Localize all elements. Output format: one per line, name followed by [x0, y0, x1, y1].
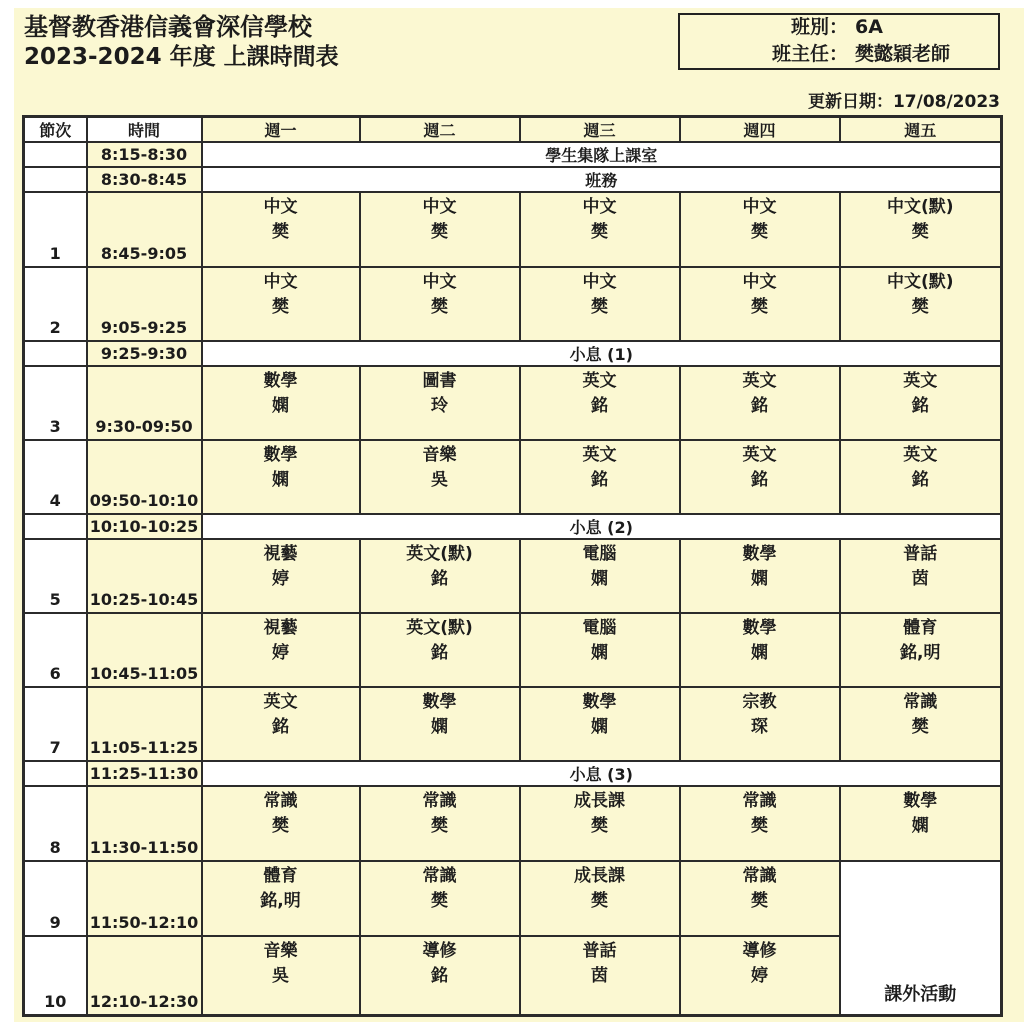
subject-text: 英文	[742, 445, 777, 465]
teacher-text: 嫻	[591, 717, 608, 737]
lesson-cell	[520, 267, 680, 341]
lesson-cell	[360, 267, 520, 341]
subject-text: 英文	[903, 371, 938, 391]
subject-text: 常識	[742, 791, 777, 811]
lesson-cell	[840, 539, 1002, 613]
period-number: 4	[24, 440, 87, 514]
period-row-3	[24, 366, 1002, 440]
lesson-cell	[680, 861, 840, 936]
teacher-text: 樊	[431, 891, 448, 911]
time-slot: 9:05-9:25	[87, 267, 202, 341]
subject-text: 常識	[422, 866, 457, 886]
teacher-text: 樊	[751, 222, 768, 242]
subject-text: 中文	[263, 197, 298, 217]
doc-subtitle: 2023-2024 年度 上課時間表	[24, 44, 339, 71]
subject-text: 中文	[582, 197, 617, 217]
teacher-text: 樊	[751, 297, 768, 317]
subject-text: 英文	[582, 371, 617, 391]
subject-text: 視藝	[263, 544, 298, 564]
subject-text: 數學	[263, 445, 298, 465]
subject-text: 視藝	[263, 618, 298, 638]
subject-text: 導修	[742, 941, 777, 961]
lesson-cell	[840, 786, 1002, 861]
class-info-box	[678, 13, 1000, 70]
lesson-cell	[360, 786, 520, 861]
column-header-5: 週四	[680, 117, 840, 143]
period-number: 8	[24, 786, 87, 861]
teacher-text: 樊	[751, 816, 768, 836]
class-teacher-label: 班主任：	[771, 43, 848, 65]
teacher-text: 銘	[751, 470, 768, 490]
subject-text: 體育	[903, 618, 938, 638]
lesson-cell	[360, 687, 520, 761]
teacher-text: 樊	[591, 891, 608, 911]
lesson-cell	[360, 366, 520, 440]
subject-text: 英文	[263, 692, 298, 712]
teacher-text: 銘	[911, 396, 929, 416]
teacher-text: 樊	[911, 297, 929, 317]
teacher-text: 銘,明	[260, 891, 301, 911]
teacher-text: 銘	[431, 643, 448, 663]
subject-text: 常識	[422, 791, 457, 811]
teacher-text: 婷	[272, 643, 289, 663]
time-slot: 11:05-11:25	[87, 687, 202, 761]
activity-cell: 小息 (3)	[202, 761, 1002, 786]
period-number: 3	[24, 366, 87, 440]
subject-text: 數學	[422, 692, 457, 712]
updated-date: 更新日期：17/08/2023	[807, 92, 1000, 112]
subject-text: 數學	[903, 791, 938, 811]
lesson-cell	[520, 861, 680, 936]
class-value: 6A	[855, 16, 883, 39]
period-row-4	[24, 440, 1002, 514]
lesson-cell	[680, 539, 840, 613]
time-slot: 11:30-11:50	[87, 786, 202, 861]
teacher-text: 嫻	[591, 569, 608, 589]
activity-cell: 小息 (2)	[202, 514, 1002, 539]
period-row-2	[24, 267, 1002, 341]
teacher-text: 嫻	[272, 470, 289, 490]
period-number: 7	[24, 687, 87, 761]
subject-text: 數學	[263, 371, 298, 391]
period-number	[24, 514, 87, 539]
period-row-6	[24, 613, 1002, 687]
lesson-cell	[360, 192, 520, 267]
teacher-text: 樊	[431, 297, 448, 317]
period-row-5	[24, 539, 1002, 613]
teacher-text: 茵	[911, 569, 929, 589]
activity-row	[24, 341, 1002, 366]
teacher-text: 婷	[751, 966, 768, 986]
lesson-cell	[680, 936, 840, 1015]
subject-text: 音樂	[263, 941, 298, 961]
time-slot: 11:25-11:30	[87, 761, 202, 786]
subject-text: 常識	[742, 866, 777, 886]
lesson-cell	[202, 539, 360, 613]
teacher-text: 銘	[751, 396, 768, 416]
lesson-cell	[680, 267, 840, 341]
teacher-text: 銘	[591, 396, 608, 416]
column-header-2: 週一	[202, 117, 360, 143]
subject-text: 中文	[582, 272, 617, 292]
subject-text: 電腦	[582, 544, 617, 564]
teacher-text: 樊	[272, 816, 289, 836]
activity-row	[24, 761, 1002, 786]
lesson-cell	[840, 613, 1002, 687]
lesson-cell	[680, 786, 840, 861]
time-slot: 10:10-10:25	[87, 514, 202, 539]
lesson-cell	[520, 366, 680, 440]
subject-text: 中文(默)	[886, 272, 954, 292]
period-number: 2	[24, 267, 87, 341]
teacher-text: 樊	[272, 297, 289, 317]
activity-cell: 小息 (1)	[202, 341, 1002, 366]
time-slot: 12:10-12:30	[87, 936, 202, 1015]
subject-text: 圖書	[422, 371, 457, 391]
activity-row	[24, 514, 1002, 539]
period-number: 6	[24, 613, 87, 687]
subject-text: 英文	[742, 371, 777, 391]
subject-text: 普話	[903, 544, 938, 564]
class-label: 班別：	[790, 16, 848, 39]
teacher-text: 嫻	[272, 396, 289, 416]
teacher-text: 樊	[591, 816, 608, 836]
timetable	[22, 115, 1003, 1017]
teacher-text: 琛	[751, 717, 768, 737]
teacher-text: 樊	[272, 222, 289, 242]
subject-text: 普話	[582, 941, 617, 961]
teacher-text: 吳	[272, 966, 289, 986]
period-row-1	[24, 192, 1002, 267]
period-number	[24, 761, 87, 786]
period-number: 10	[24, 936, 87, 1015]
class-teacher-value: 樊懿穎老師	[855, 43, 951, 65]
subject-text: 數學	[582, 692, 617, 712]
header-row	[24, 117, 1002, 143]
period-row-7	[24, 687, 1002, 761]
teacher-text: 銘	[431, 966, 448, 986]
teacher-text: 嫻	[591, 643, 608, 663]
subject-text: 中文(默)	[886, 197, 954, 217]
lesson-cell	[680, 192, 840, 267]
lesson-cell	[360, 936, 520, 1015]
teacher-text: 樊	[431, 816, 448, 836]
lesson-cell	[202, 366, 360, 440]
lesson-cell	[840, 192, 1002, 267]
subject-text: 中文	[422, 272, 457, 292]
lesson-cell	[360, 861, 520, 936]
time-slot: 9:30-09:50	[87, 366, 202, 440]
subject-text: 中文	[742, 272, 777, 292]
school-name: 基督教香港信義會深信學校	[24, 13, 312, 41]
period-number: 1	[24, 192, 87, 267]
period-number: 5	[24, 539, 87, 613]
teacher-text: 銘	[431, 569, 448, 589]
lesson-cell	[520, 786, 680, 861]
subject-text: 音樂	[422, 445, 457, 465]
teacher-text: 樊	[431, 222, 448, 242]
lesson-cell	[520, 440, 680, 514]
period-number: 9	[24, 861, 87, 936]
lesson-cell	[202, 936, 360, 1015]
lesson-cell	[360, 539, 520, 613]
lesson-cell	[840, 440, 1002, 514]
subject-text: 英文	[582, 445, 617, 465]
teacher-text: 玲	[431, 396, 448, 416]
column-header-4: 週三	[520, 117, 680, 143]
lesson-cell	[202, 267, 360, 341]
teacher-text: 樊	[591, 222, 608, 242]
subject-text: 體育	[263, 866, 298, 886]
teacher-text: 嫻	[911, 816, 929, 836]
time-slot: 8:30-8:45	[87, 167, 202, 192]
lesson-cell	[202, 440, 360, 514]
column-header-6: 週五	[840, 117, 1002, 143]
lesson-cell	[202, 192, 360, 267]
lesson-cell	[520, 936, 680, 1015]
time-slot: 9:25-9:30	[87, 341, 202, 366]
lesson-cell	[840, 687, 1002, 761]
activity-cell: 班務	[202, 167, 1002, 192]
teacher-text: 茵	[591, 966, 608, 986]
subject-text: 中文	[742, 197, 777, 217]
extracurricular-cell: 課外活動	[840, 861, 1002, 1015]
subject-text: 中文	[263, 272, 298, 292]
teacher-text: 吳	[431, 470, 448, 490]
teacher-text: 銘	[911, 470, 929, 490]
teacher-text: 樊	[911, 717, 929, 737]
subject-text: 英文(默)	[406, 618, 473, 638]
time-slot: 10:25-10:45	[87, 539, 202, 613]
teacher-text: 銘,明	[900, 643, 941, 663]
column-header-1: 時間	[87, 117, 202, 143]
lesson-cell	[360, 613, 520, 687]
lesson-cell	[520, 539, 680, 613]
subject-text: 數學	[742, 618, 777, 638]
page-header	[24, 12, 339, 73]
teacher-text: 嫻	[751, 643, 768, 663]
teacher-text: 婷	[272, 569, 289, 589]
lesson-cell	[202, 613, 360, 687]
time-slot: 11:50-12:10	[87, 861, 202, 936]
lesson-cell	[202, 861, 360, 936]
lesson-cell	[680, 366, 840, 440]
subject-text: 英文	[903, 445, 938, 465]
column-header-0: 節次	[24, 117, 87, 143]
teacher-text: 樊	[751, 891, 768, 911]
subject-text: 中文	[422, 197, 457, 217]
subject-text: 成長課	[574, 791, 625, 811]
lesson-cell	[520, 687, 680, 761]
lesson-cell	[360, 440, 520, 514]
activity-row	[24, 167, 1002, 192]
period-row-8	[24, 786, 1002, 861]
subject-text: 常識	[903, 692, 938, 712]
period-number	[24, 142, 87, 167]
lesson-cell	[520, 192, 680, 267]
lesson-cell	[680, 687, 840, 761]
subject-text: 數學	[742, 544, 777, 564]
teacher-text: 樊	[591, 297, 608, 317]
time-slot: 09:50-10:10	[87, 440, 202, 514]
subject-text: 成長課	[574, 866, 625, 886]
period-number	[24, 341, 87, 366]
teacher-text: 銘	[591, 470, 608, 490]
time-slot: 8:15-8:30	[87, 142, 202, 167]
teacher-text: 嫻	[431, 717, 448, 737]
time-slot: 10:45-11:05	[87, 613, 202, 687]
teacher-text: 樊	[911, 222, 929, 242]
activity-row	[24, 142, 1002, 167]
lesson-cell	[680, 440, 840, 514]
subject-text: 宗教	[742, 692, 777, 712]
lesson-cell	[680, 613, 840, 687]
teacher-text: 銘	[272, 717, 289, 737]
subject-text: 英文(默)	[406, 544, 473, 564]
lesson-cell	[520, 613, 680, 687]
subject-text: 常識	[263, 791, 298, 811]
period-row-9	[24, 861, 1002, 936]
lesson-cell	[840, 366, 1002, 440]
lesson-cell	[202, 786, 360, 861]
subject-text: 導修	[422, 941, 457, 961]
time-slot: 8:45-9:05	[87, 192, 202, 267]
lesson-cell	[840, 267, 1002, 341]
period-number	[24, 167, 87, 192]
subject-text: 電腦	[582, 618, 617, 638]
lesson-cell	[202, 687, 360, 761]
activity-cell: 學生集隊上課室	[202, 142, 1002, 167]
column-header-3: 週二	[360, 117, 520, 143]
teacher-text: 嫻	[751, 569, 768, 589]
